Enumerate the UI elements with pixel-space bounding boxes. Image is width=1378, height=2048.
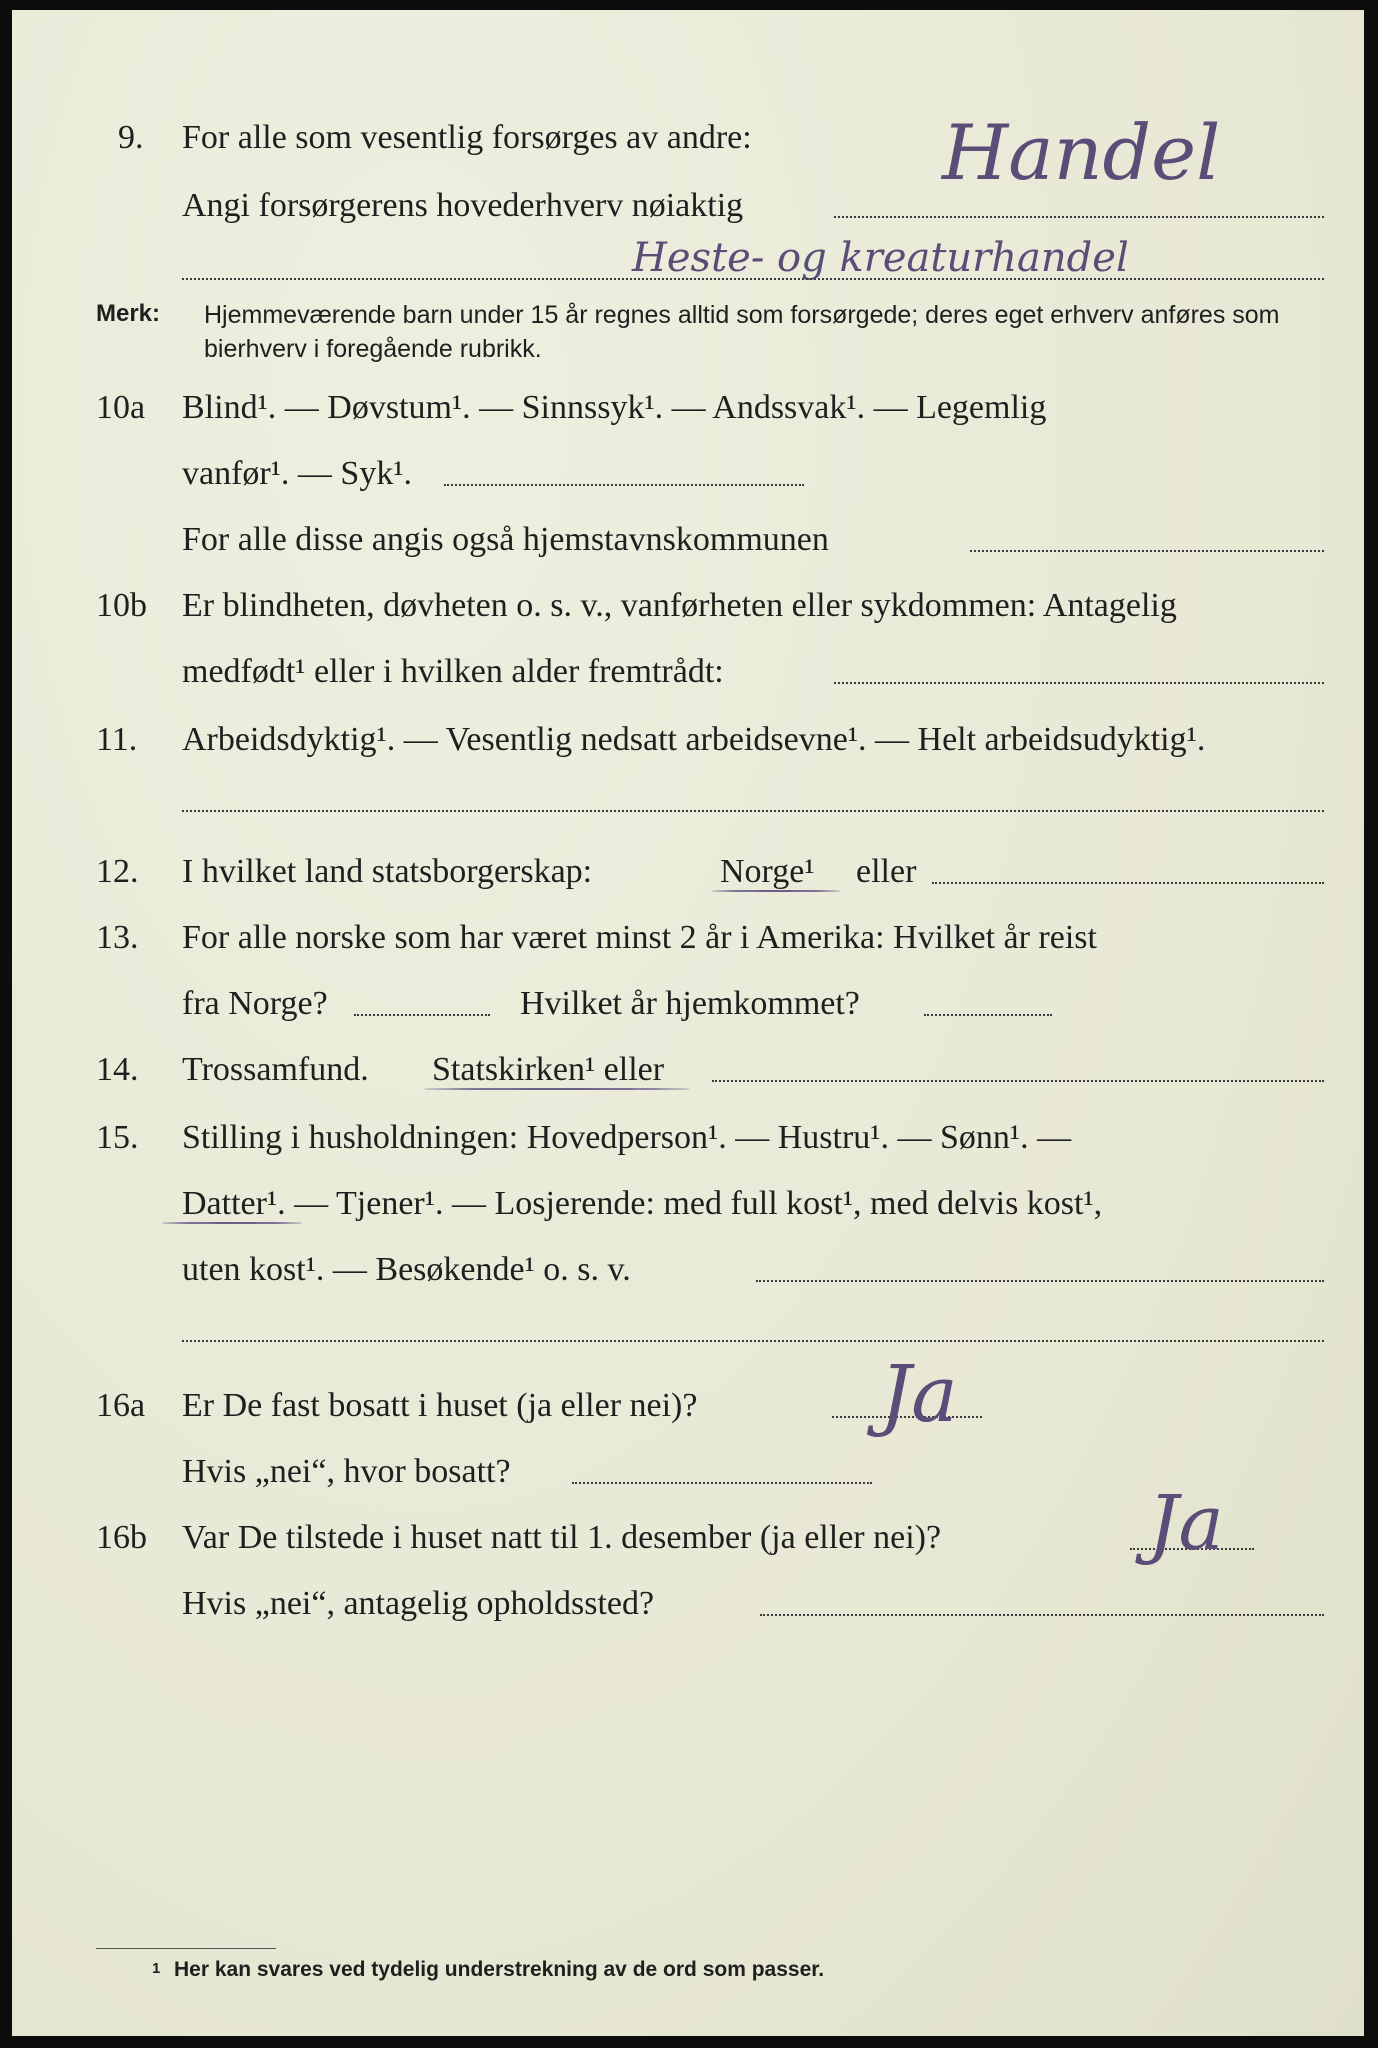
q14-statskirken-underline (424, 1088, 690, 1090)
q10b-line1: Er blindheten, døvheten o. s. v., vanførheten eller sykdommen: Antagelig (182, 587, 1177, 624)
q12-eller: eller (856, 853, 917, 890)
q10b-number: 10b (96, 587, 147, 624)
q16a-bosatt-answer-line (572, 1482, 872, 1484)
q10a-kommune-answer-line (970, 550, 1324, 552)
merk-label: Merk: (96, 300, 161, 327)
q16b-line2: Hvis „nei“, antagelig opholdssted? (182, 1585, 655, 1622)
q10a-line2: vanfør¹. — Syk¹. (182, 455, 413, 492)
q16b-answer-handwriting: Ja (1148, 1478, 1224, 1567)
q16a-line2: Hvis „nei“, hvor bosatt? (182, 1453, 511, 1490)
q10b-line2: medfødt¹ eller i hvilken alder fremtrådt: (182, 653, 724, 690)
q11-line1: Arbeidsdyktig¹. — Vesentlig nedsatt arbeidsevne¹. — Helt arbeidsudyktig¹. (182, 721, 1206, 758)
q10a-syk-answer-line (444, 484, 804, 486)
q10a-line3: For alle disse angis også hjemstavnskommunen (182, 521, 829, 558)
q13-number: 13. (96, 919, 139, 956)
q15-answer-line2 (182, 1340, 1324, 1342)
q13-hjemkommet-label: Hvilket år hjemkommet? (520, 985, 860, 1022)
q9-line2: Angi forsørgerens hovederhverv nøiaktig (182, 187, 744, 224)
footnote-marker: 1 (152, 1960, 161, 1977)
q14-number: 14. (96, 1051, 139, 1088)
q9-answer-line2 (182, 278, 1324, 280)
q16b-number: 16b (96, 1519, 147, 1556)
q16a-answer-handwriting: Ja (880, 1350, 958, 1440)
q9-line1: For alle som vesentlig forsørges av andre: (182, 119, 752, 156)
q9-number: 9. (118, 119, 144, 156)
q12-number: 12. (96, 853, 139, 890)
q15-line3: uten kost¹. — Besøkende¹ o. s. v. (182, 1251, 631, 1288)
footnote-rule (96, 1948, 276, 1949)
q16b-opholdssted-answer-line (760, 1614, 1324, 1616)
q15-answer-line1 (756, 1280, 1324, 1282)
q12-norge-underline (712, 890, 840, 892)
q15-number: 15. (96, 1119, 139, 1156)
q11-number: 11. (96, 721, 138, 758)
q11-answer-line (182, 810, 1324, 812)
q10a-line1: Blind¹. — Døvstum¹. — Sinnssyk¹. — Andssvak¹. — Legemlig (182, 389, 1047, 426)
q14-answer-line (712, 1080, 1324, 1082)
q12-norge-option: Norge¹ (720, 853, 815, 890)
q10b-answer-line (834, 682, 1324, 684)
q9-answer-line1 (834, 216, 1324, 218)
q13-reist-answer-line (354, 1014, 490, 1016)
q15-datter-underline (162, 1222, 302, 1224)
q15-line2: Datter¹. — Tjener¹. — Losjerende: med full kost¹, med delvis kost¹, (182, 1185, 1103, 1222)
q13-line1: For alle norske som har været minst 2 år i Amerika: Hvilket år reist (182, 919, 1097, 956)
q16b-line1: Var De tilstede i huset natt til 1. desember (ja eller nei)? (182, 1519, 942, 1556)
q9-answer2-handwriting: Heste- og kreaturhandel (632, 235, 1129, 281)
q13-reist-label: fra Norge? (182, 985, 328, 1022)
q14-label: Trossamfund. (182, 1051, 369, 1088)
q15-line1: Stilling i husholdningen: Hovedperson¹. — Hustru¹. — Sønn¹. — (182, 1119, 1072, 1156)
q12-label: I hvilket land statsborgerskap: (182, 853, 593, 890)
q10a-number: 10a (96, 389, 146, 426)
q16a-number: 16a (96, 1387, 146, 1424)
merk-text: Hjemmeværende barn under 15 år regnes alltid som forsørgede; deres eget erhverv anføres som bierhverv i foregående rubrikk. (204, 301, 1280, 363)
census-form-page (12, 10, 1364, 2036)
q14-statskirken-option: Statskirken¹ eller (432, 1051, 665, 1088)
q9-answer-handwriting: Handel (942, 108, 1221, 197)
q16a-line1: Er De fast bosatt i huset (ja eller nei)? (182, 1387, 698, 1424)
footnote-text: Her kan svares ved tydelig understrekning av de ord som passer. (174, 1958, 825, 1981)
q13-hjemkommet-answer-line (924, 1014, 1052, 1016)
q12-answer-line (932, 882, 1324, 884)
